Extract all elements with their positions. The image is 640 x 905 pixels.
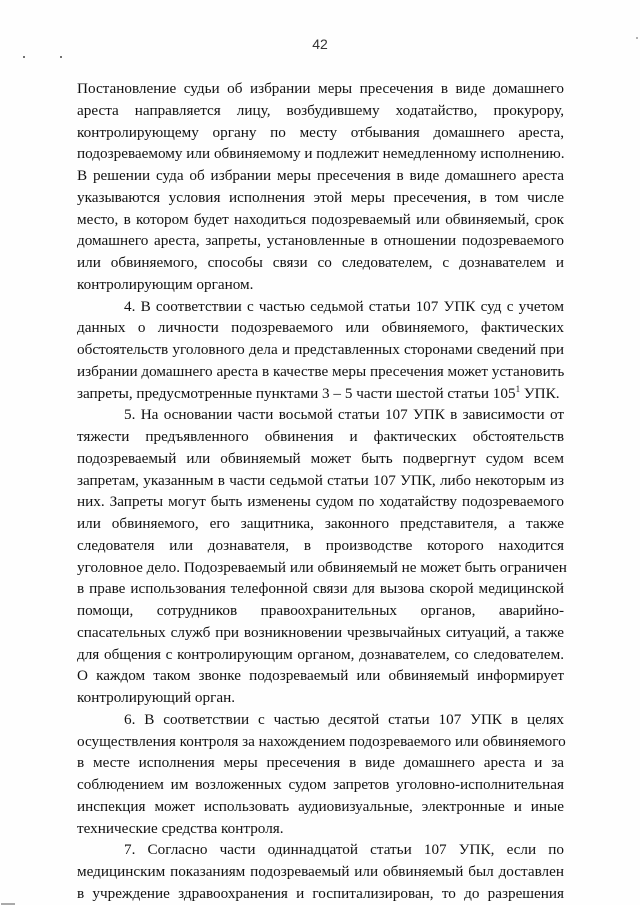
text-line (77, 78, 564, 100)
text-line-content: следователя или дознавателя, в производстве которого находится (77, 536, 564, 554)
text-line (77, 731, 564, 753)
body-text (77, 78, 567, 905)
text-line-content: в учреждение здравоохранения и госпитализирован, то до разрешения (77, 884, 564, 902)
text-line-content: тяжести предъявленного обвинения и фактических обстоятельств (77, 428, 564, 445)
text-line-content: избрании домашнего ареста в качестве меры пресечения может установить (77, 362, 565, 380)
text-line (77, 557, 567, 579)
text-line (77, 100, 564, 122)
text-line-content: В решении суда об избрании меры пресечения в виде домашнего ареста (77, 167, 564, 184)
text-line (77, 513, 564, 535)
text-line-content: инспекция может использовать аудиовизуальные, электронные и иные (77, 797, 564, 815)
text-line (77, 296, 564, 318)
text-line (77, 687, 564, 709)
text-line-suffix: УПК. (520, 384, 560, 402)
text-line (77, 491, 564, 513)
text-line-content: ареста направляется лицу, возбудившему ходатайство, прокурору, (77, 101, 564, 119)
text-line (77, 230, 564, 252)
text-line (77, 122, 564, 144)
text-line (77, 209, 564, 231)
text-line-content: контролирующему органу по месту отбывания домашнего ареста, (77, 123, 564, 141)
text-line-content: них. Запреты могут быть изменены судом по ходатайству подозреваемого (77, 493, 564, 511)
text-line-content: 5. На основании части восьмой статьи 107 УПК в зависимости от (124, 406, 564, 424)
text-line (77, 796, 564, 818)
text-line-content: данных о личности подозреваемого или обвиняемого, фактических (77, 319, 564, 337)
text-line (77, 600, 564, 622)
text-line (77, 644, 564, 666)
text-line-content: 7. Согласно части одиннадцатой статьи 107 УПК, если по (124, 841, 564, 859)
text-line-content: Постановление судьи об избрании меры пресечения в виде домашнего (77, 80, 564, 97)
text-line-content: контролирующим органом. (77, 275, 254, 293)
text-line-content: в месте исполнения меры пресечения в виде домашнего ареста и за (77, 754, 564, 772)
text-line (77, 861, 564, 883)
text-line-content: запретам, указанным в части седьмой статьи 107 УПК, либо некоторым из (77, 471, 564, 489)
text-line (77, 165, 564, 187)
text-line-content: помощи, сотрудников правоохранительных органов, аварийно- (77, 602, 564, 619)
text-line-content: обстоятельств уголовного дела и представленных сторонами сведений при (77, 341, 564, 358)
superscript: 1 (515, 383, 521, 394)
text-line-content: уголовное дело. Подозреваемый или обвиняемый не может быть ограничен (77, 558, 567, 576)
text-line-content: место, в котором будет находиться подозреваемый или обвиняемый, срок (77, 210, 564, 228)
text-line (77, 839, 564, 861)
text-line-content: или обвиняемого, способы связи со следователем, с дознавателем и (77, 254, 564, 271)
text-line (77, 535, 564, 557)
text-line (77, 383, 564, 405)
scan-speck (60, 56, 62, 58)
text-line (77, 622, 564, 644)
text-line (77, 470, 564, 492)
text-line-content: медицинским показаниям подозреваемый или обвиняемый был доставлен (77, 863, 564, 880)
text-line-content: осуществления контроля за нахождением подозреваемого или обвиняемого (77, 732, 566, 750)
text-line-content: контролирующий орган. (77, 689, 236, 706)
text-line-content: подозреваемому или обвиняемому и подлежит немедленному исполнению. (77, 145, 565, 163)
text-line-content: в праве использования телефонной связи для вызова скорой медицинской (77, 580, 564, 598)
text-line-content: для общения с контролирующим органом, дознавателем, со следователем. (77, 645, 564, 663)
text-line (77, 426, 564, 448)
text-line-content: технические средства контроля. (77, 819, 284, 837)
text-line (77, 883, 564, 905)
text-line-content: 4. В соответствии с частью седьмой статьи 107 УПК суд с учетом (124, 297, 564, 315)
text-line (77, 709, 564, 731)
text-line (77, 665, 564, 687)
text-line-content: указываются условия исполнения этой меры пресечения, в том числе (77, 188, 564, 206)
text-line (77, 448, 564, 470)
text-line (77, 361, 564, 383)
scan-speck (23, 56, 25, 58)
text-line-content: О каждом таком звонке подозреваемый или обвиняемый информирует (77, 667, 564, 685)
text-line-content: соблюдением им возложенных судом запретов уголовно-исполнительная (77, 776, 564, 793)
text-line-content: подозреваемый или обвиняемый может быть подвергнут судом всем (77, 449, 564, 467)
text-line (77, 339, 564, 361)
text-line (77, 752, 564, 774)
text-line-content: домашнего ареста, запреты, установленные в отношении подозреваемого (77, 232, 564, 250)
text-line (77, 404, 564, 426)
text-line (77, 187, 564, 209)
text-line-content: спасательных служб при возникновении чрезвычайных ситуаций, а также (77, 623, 564, 641)
text-line-content: или обвиняемого, его защитника, законного представителя, а также (77, 515, 564, 532)
text-line-content: запреты, предусмотренные пунктами 3 – 5 части шестой статьи 105 (77, 384, 516, 402)
text-line (77, 774, 564, 796)
text-line (77, 317, 564, 339)
text-line (77, 143, 564, 165)
page-number: 42 (312, 36, 328, 52)
text-line (77, 252, 564, 274)
text-line-content: 6. В соответствии с частью десятой статьи 107 УПК в целях (124, 710, 564, 728)
text-line (77, 818, 564, 840)
text-line (77, 274, 564, 296)
text-line (77, 578, 564, 600)
